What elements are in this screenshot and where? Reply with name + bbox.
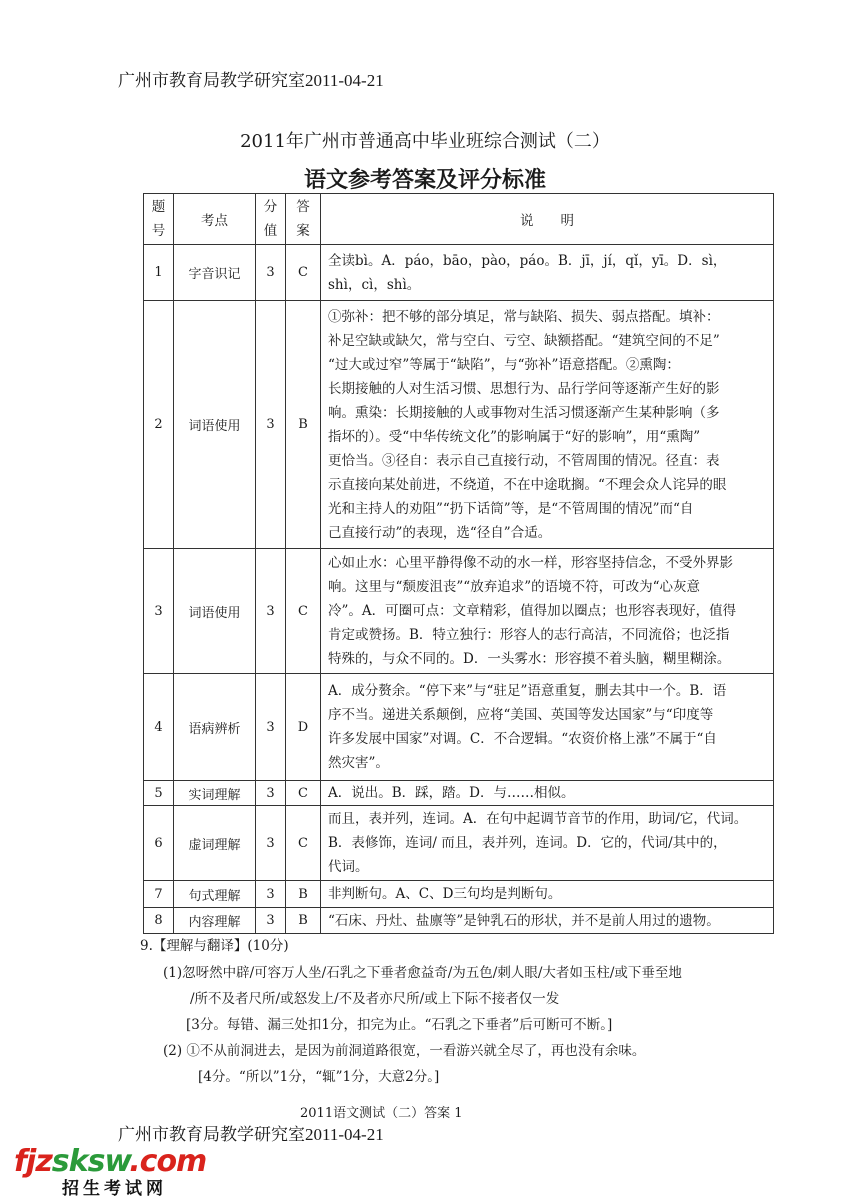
- score: 3: [256, 881, 286, 908]
- explanation-line: 全读bì。A．páo，bāo，pào，páo。B．jī，jí，qǐ，yī。D．sì，: [328, 252, 727, 269]
- explanation: [321, 674, 774, 781]
- explanation-line: 更恰当。③径自：表示自己直接行动，不管周围的情况。径直：表: [328, 452, 720, 469]
- watermark-logo-part: sksw: [51, 1144, 130, 1179]
- test-point: 语病辨析: [174, 674, 256, 781]
- table-header-row: [144, 194, 774, 245]
- answer: B: [286, 908, 321, 934]
- header-score: 分: [263, 199, 278, 215]
- explanation: [321, 245, 774, 301]
- section9-heading: 9.【理解与翻译】(10分): [140, 938, 289, 954]
- question-number: 3: [144, 549, 174, 674]
- header-point: 考点: [174, 194, 256, 245]
- explanation-line: 长期接触的人对生活习惯、思想行为、品行学问等逐渐产生好的影: [328, 380, 720, 397]
- section9-p1-line2: /所不及者尺所/或怒发上/不及者亦尺所/或上下际不接者仅一发: [190, 991, 560, 1007]
- test-point: 词语使用: [174, 549, 256, 674]
- section9-p2-note: [4分。“所以”1分，“辄”1分，大意2分。]: [198, 1069, 440, 1085]
- explanation-line: B．表修饰，连词/ 而且，表并列，连词。D．它的，代词/其中的，: [328, 835, 727, 851]
- explanation-line: 肯定或赞扬。B．特立独行：形容人的志行高洁，不同流俗；也泛指: [328, 627, 730, 643]
- explanation: [321, 881, 774, 908]
- explanation: [321, 806, 774, 881]
- section9-p1-line1: (1)忽呀然中辟/可容万人坐/石乳之下垂者愈益奇/为五色/刺人眼/大者如玉柱/或下垂至地: [163, 965, 682, 981]
- watermark-name: 招生考试网: [62, 1179, 167, 1199]
- section9-p2-line1: (2) ①不从前洞进去，是因为前洞道路很宽，一看游兴就全尽了，再也没有余味。: [163, 1043, 646, 1059]
- test-point: 虚词理解: [174, 806, 256, 881]
- explanation: [321, 549, 774, 674]
- explanation: [321, 781, 774, 806]
- question-number: 1: [144, 245, 174, 301]
- explanation-line: 而且，表并列，连词。A．在句中起调节音节的作用，助词/它，代词。: [328, 811, 748, 827]
- answer-table: [143, 193, 774, 934]
- page-header: 广州市教育局教学研究室2011-04-21: [118, 71, 384, 90]
- explanation-line: ①弥补：把不够的部分填足，常与缺陷、损失、弱点搭配。填补：: [328, 308, 720, 325]
- question-number: 4: [144, 674, 174, 781]
- test-point: 实词理解: [174, 781, 256, 806]
- score: 3: [256, 908, 286, 934]
- header-answer: 答: [296, 199, 310, 215]
- answer: C: [286, 781, 321, 806]
- header-num: 题: [151, 199, 166, 215]
- header-answer: 案: [296, 223, 310, 239]
- question-number: 2: [144, 301, 174, 549]
- explanation-line: 补足空缺或缺欠，常与空白、亏空、缺额搭配。“建筑空间的不足”: [328, 332, 720, 349]
- header-desc: 说 明: [321, 194, 774, 245]
- header-score-cell: [256, 194, 286, 245]
- explanation-line: 指坏的）。受“中华传统文化”的影响属于“好的影响”，用“熏陶”: [328, 428, 701, 445]
- explanation-line: 示直接向某处前进，不绕道，不在中途耽搁。“不理会众人诧异的眼: [328, 476, 727, 493]
- question-number: 8: [144, 908, 174, 934]
- question-number: 6: [144, 806, 174, 881]
- explanation-line: 响。这里与“颓废沮丧”“放弃追求”的语境不符，可改为“心灰意: [328, 579, 701, 595]
- page-footer-label: 2011语文测试（二）答案 1: [300, 1106, 463, 1121]
- explanation-line: 响。熏染：长期接触的人或事物对生活习惯逐渐产生某种影响（多: [328, 404, 720, 421]
- explanation-line: 心如止水：心里平静得像不动的水一样，形容坚持信念，不受外界影: [328, 555, 733, 571]
- score: 3: [256, 806, 286, 881]
- table-row: [144, 674, 774, 781]
- answer: D: [286, 674, 321, 781]
- exam-title: 2011年广州市普通高中毕业班综合测试（二）: [240, 131, 610, 152]
- answer: B: [286, 301, 321, 549]
- answer: B: [286, 881, 321, 908]
- explanation-line: 许多发展中国家”对调。C．不合逻辑。“农资价格上涨”不属于“自: [328, 731, 717, 747]
- test-point: 词语使用: [174, 301, 256, 549]
- explanation-line: A．说出。B．踩，踏。D．与……相似。: [328, 785, 575, 801]
- explanation-line: 己直接行动”的表现，选“径自”合适。: [328, 524, 552, 541]
- explanation-line: 代词。: [328, 859, 369, 875]
- table-row: [144, 881, 774, 908]
- answer: C: [286, 245, 321, 301]
- table-row: [144, 549, 774, 674]
- test-point: 句式理解: [174, 881, 256, 908]
- test-point: 字音识记: [174, 245, 256, 301]
- watermark-logo-part: fjz: [14, 1144, 52, 1179]
- answer: C: [286, 806, 321, 881]
- explanation-line: 冷”。A．可圈可点：文章精彩，值得加以圈点；也形容表现好，值得: [328, 603, 737, 619]
- explanation-line: A．成分赘余。“停下来”与“驻足”语意重复，删去其中一个。B．语: [328, 683, 727, 699]
- score: 3: [256, 549, 286, 674]
- watermark-logo-part: .com: [129, 1144, 207, 1179]
- table-row: [144, 245, 774, 301]
- explanation-line: 然灾害”。: [328, 755, 389, 771]
- section9-p1-note: [3分。每错、漏三处扣1分，扣完为止。“石乳之下垂者”后可断可不断。]: [186, 1017, 613, 1033]
- header-num: 号: [151, 223, 166, 239]
- score: 3: [256, 301, 286, 549]
- page-footer-org: 广州市教育局教学研究室2011-04-21: [118, 1125, 384, 1144]
- test-point: 内容理解: [174, 908, 256, 934]
- score: 3: [256, 245, 286, 301]
- table-row: [144, 908, 774, 934]
- question-number: 5: [144, 781, 174, 806]
- explanation-line: 特殊的，与众不同的。D．一头雾水：形容摸不着头脑，糊里糊涂。: [328, 651, 731, 667]
- answer: C: [286, 549, 321, 674]
- table-row: [144, 301, 774, 549]
- explanation-line: 光和主持人的劝阻”“扔下话筒”等，是“不管周围的情况”而“自: [328, 500, 694, 517]
- explanation-line: “过大或过窄”等属于“缺陷”，与“弥补”语意搭配。②熏陶：: [328, 356, 680, 373]
- header-score: 值: [263, 223, 278, 239]
- watermark-logo: [14, 1144, 207, 1179]
- document-title: 语文参考答案及评分标准: [303, 168, 546, 193]
- header-answer-cell: [286, 194, 321, 245]
- table-row: [144, 806, 774, 881]
- explanation-line: “石床、丹灶、盐廪等”是钟乳石的形状，并不是前人用过的遗物。: [328, 912, 720, 929]
- question-number: 7: [144, 881, 174, 908]
- explanation-line: 非判断句。A、C、D三句均是判断句。: [328, 886, 562, 902]
- score: 3: [256, 674, 286, 781]
- explanation: [321, 908, 774, 934]
- header-num-cell: [144, 194, 174, 245]
- explanation: [321, 301, 774, 549]
- score: 3: [256, 781, 286, 806]
- explanation-line: shì，cì，shì。: [328, 276, 421, 293]
- explanation-line: 序不当。递进关系颠倒，应将“美国、英国等发达国家”与“印度等: [328, 707, 714, 723]
- table-row: [144, 781, 774, 806]
